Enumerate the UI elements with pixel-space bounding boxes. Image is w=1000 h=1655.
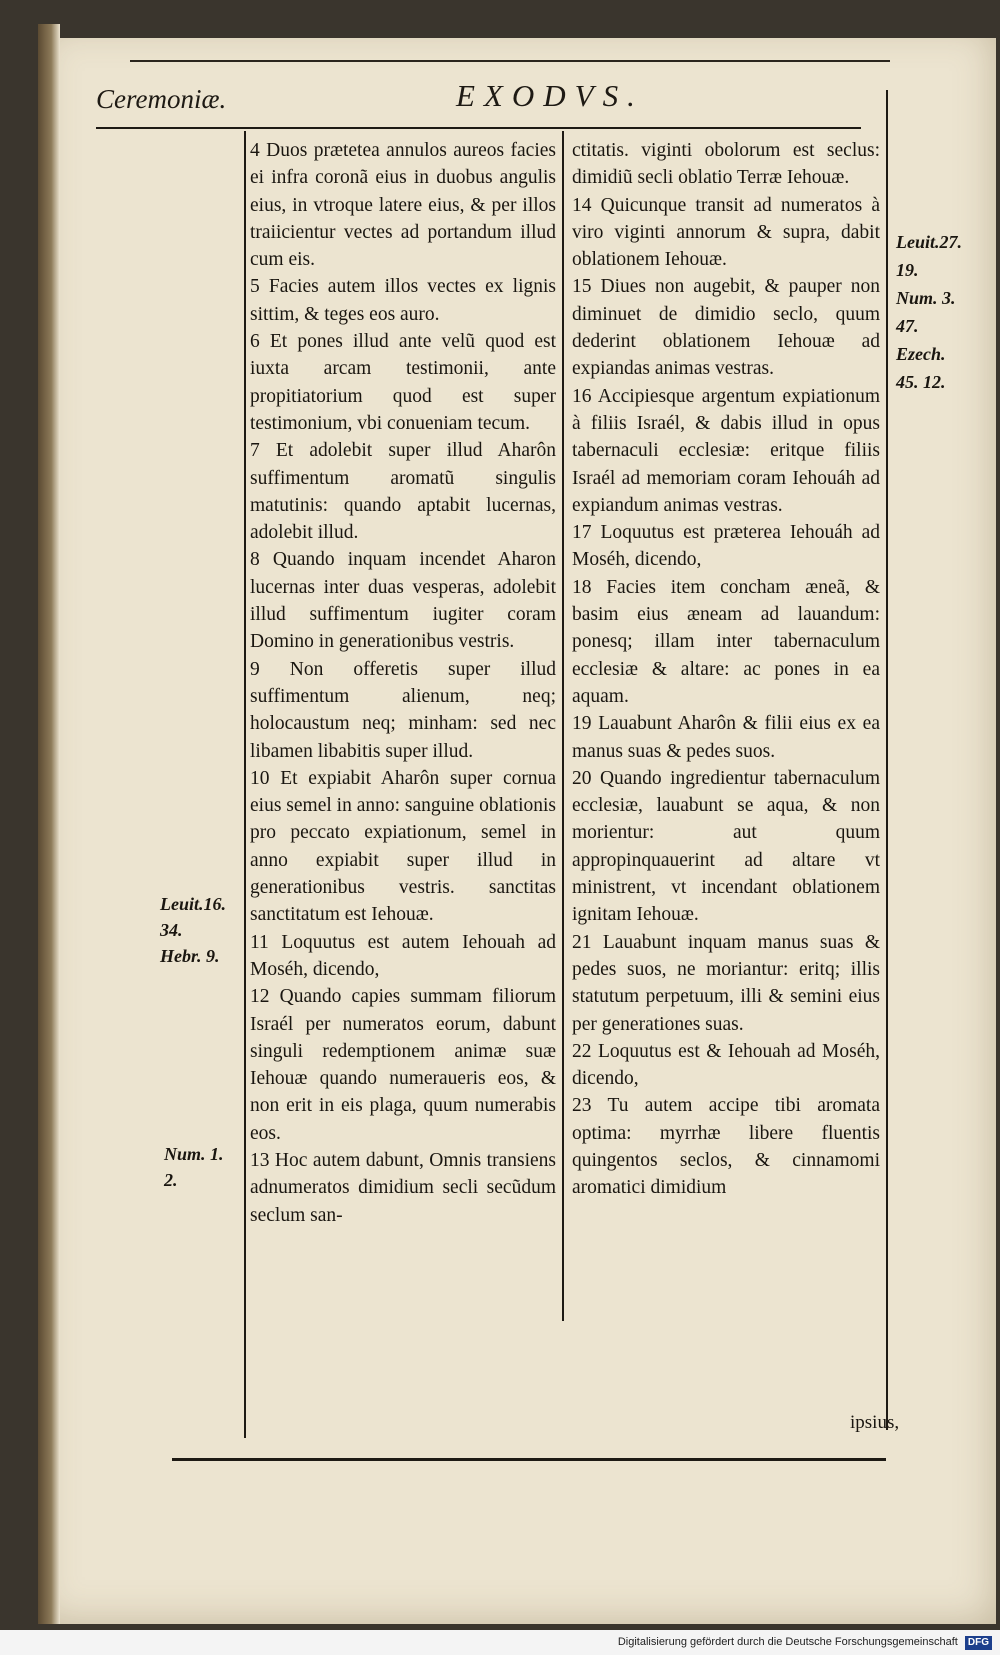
verse: ctitatis. viginti obolorum est seclus: dimidiũ secli oblatio Terræ Iehouæ. [572, 140, 880, 189]
margin-note: 34. [160, 920, 183, 940]
verse: 20 Quando ingredientur tabernaculum ecclesiæ, lauabunt se aqua, & non morientur: aut quum appropinquauerint ad altare vt ministrent, vt incendant oblationem ignitam Iehouæ. [572, 767, 880, 926]
verse: 19 Lauabunt Aharôn & filii eius ex ea manus suas & pedes suos. [572, 713, 880, 762]
center-column-rule [562, 131, 564, 1321]
verse: 14 Quicunque transit ad numeratos à viro viginti annorum & supra, dabit oblationem Iehouæ. [572, 194, 880, 271]
page-gutter [38, 24, 60, 1624]
verse: 22 Loquutus est & Iehouah ad Moséh, dicendo, [572, 1040, 880, 1090]
catchword: ipsius, [850, 1412, 900, 1433]
margin-note: 19. [896, 260, 919, 280]
scan-top-edge [38, 24, 996, 38]
verse: 7 Et adolebit super illud Aharôn suffimentum aromatũ singulis matutinis: quando aptabit lucernas, adolebit illud. [250, 440, 556, 544]
verse: 5 Facies autem illos vectes ex lignis sittim, & teges eos auro. [250, 276, 556, 325]
margin-note: 2. [164, 1170, 178, 1190]
margin-note: Ezech. [896, 344, 946, 364]
verse: 12 Quando capies summam filiorum Israél per numeratos eorum, dabunt singuli redemptionem animæ suæ Iehouæ quando numeraueris eos, & non erit in eis plaga, quum numerabis eos. [250, 986, 556, 1144]
dfg-logo: DFG [965, 1636, 992, 1650]
running-head-left: Ceremoniæ. [96, 84, 227, 114]
verse: 10 Et expiabit Aharôn super cornua eius semel in anno: sanguine oblationis pro peccato expiationum, semel in anno expiabit super illud in generationibus vestris. sanctitas sanctitatum est Iehouæ. [250, 767, 556, 926]
margin-note: 45. 12. [896, 372, 946, 392]
verse: 13 Hoc autem dabunt, Omnis transiens adnumeratos dimidium secli secũdum seclum san- [250, 1149, 556, 1226]
verse: 17 Loquutus est præterea Iehouáh ad Moséh, dicendo, [572, 522, 880, 571]
right-column [572, 137, 880, 1202]
margin-note: 47. [896, 316, 919, 336]
margin-note: Num. 1. [164, 1144, 224, 1164]
verse: 15 Diues non augebit, & pauper non diminuet de dimidio seclo, quum dederint oblationem Iehouæ ad expiandas animas vestras. [572, 276, 880, 380]
verse: 8 Quando inquam incendet Aharon lucernas inter duas vesperas, adolebit illud suffimentum iugiter coram Domino in generationibus vestris. [250, 549, 556, 653]
verse: 4 Duos prætetea annulos aureos facies ei infra coronã eius in duobus angulis eius, in vtroque latere eius, & per illos traiicientur vectes ad portandum illud cum eis. [250, 140, 556, 271]
margin-note: Num. 3. [896, 288, 956, 308]
verse: 23 Tu autem accipe tibi aromata optima: myrrhæ libere fluentis quingentos seclos, & cinnamomi aromatici dimidium [572, 1095, 880, 1199]
digitization-footer [0, 1630, 1000, 1655]
verse: 9 Non offeretis super illud suffimentum alienum, neq; holocaustum neq; minham: sed nec libamen libabitis super illud. [250, 658, 556, 762]
left-column-rule [244, 131, 246, 1438]
verse: 16 Accipiesque argentum expiationum à filiis Israél, & dabis illud in opus tabernaculi ecclesiæ: eritque filiis Israél ad memoriam coram Iehouáh ad expiandum animas vestras. [572, 385, 880, 516]
bottom-rule [172, 1458, 886, 1461]
margin-note: Leuit.16. [160, 894, 226, 914]
verse: 6 Et pones illud ante velũ quod est iuxta arcam testimonii, ante propitiatorium quod est super testimonium, vbi conueniam tecum. [250, 331, 556, 434]
header-rule [96, 127, 861, 129]
running-head-title: EXODVS. [456, 78, 644, 113]
verse: 18 Facies item concham æneã, & basim eius æneam ad lauandum: ponesq; illam inter tabernaculum ecclesiæ & altare: ac pones in ea aquam. [572, 576, 880, 707]
left-column [250, 137, 556, 1229]
right-margin-rule [886, 90, 888, 1430]
margin-note: Hebr. 9. [160, 946, 220, 966]
verse: 21 Lauabunt inquam manus suas & pedes suos, ne moriantur: eritq; illis statutum perpetuum, illi & semini eius per generationes suas. [572, 931, 880, 1035]
margin-note: Leuit.27. [896, 232, 962, 252]
verse: 11 Loquutus est autem Iehouah ad Moséh, dicendo, [250, 931, 556, 980]
running-head [96, 56, 856, 116]
footer-text: Digitalisierung gefördert durch die Deutsche Forschungsgemeinschaft [617, 1636, 958, 1648]
